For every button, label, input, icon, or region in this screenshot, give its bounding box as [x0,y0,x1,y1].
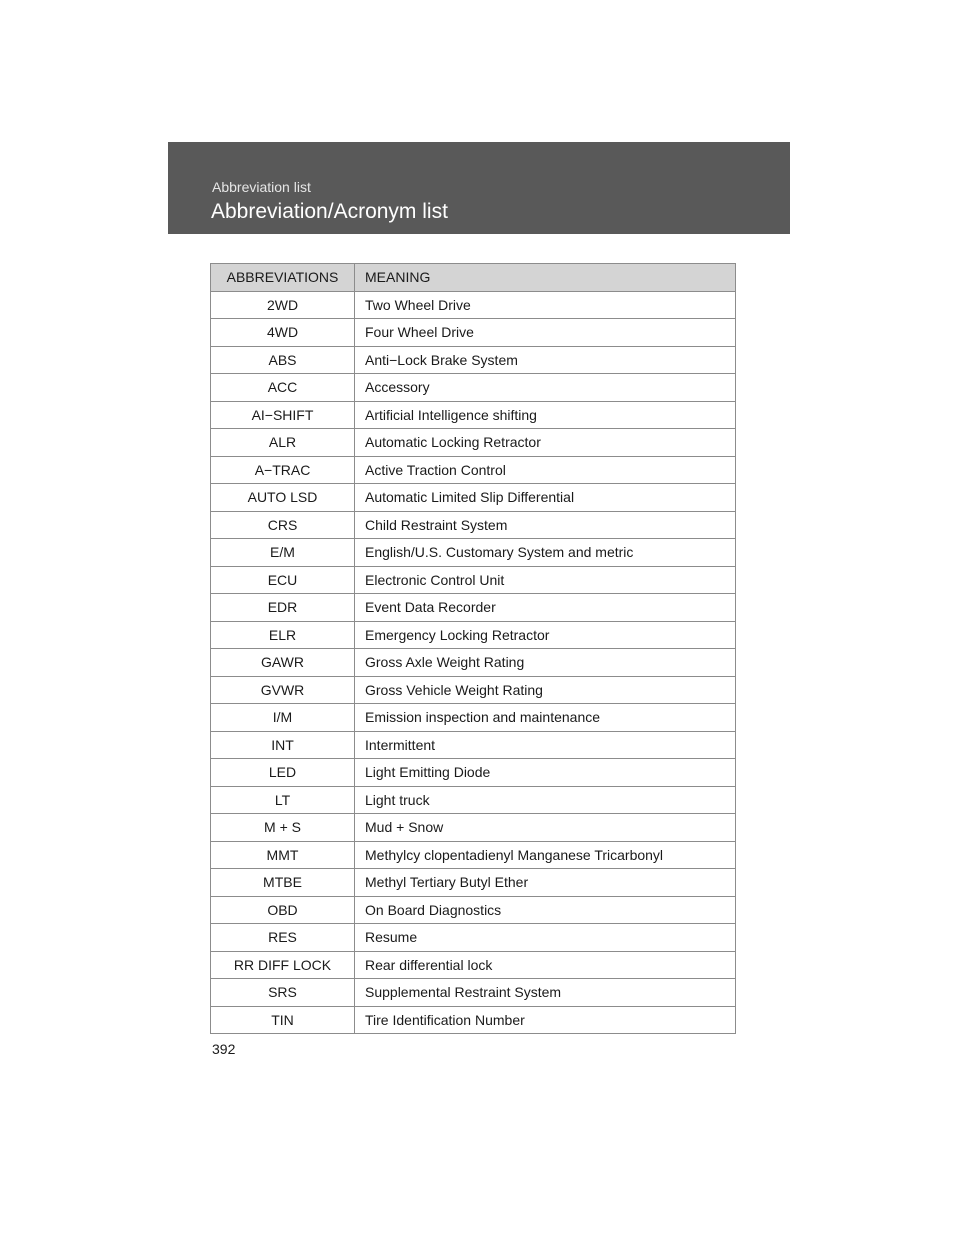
meaning-cell: Mud + Snow [355,814,736,842]
meaning-cell: Two Wheel Drive [355,291,736,319]
meaning-cell: Rear differential lock [355,951,736,979]
abbreviation-table [210,263,736,1034]
meaning-cell: Artificial Intelligence shifting [355,401,736,429]
meaning-cell: Tire Identification Number [355,1006,736,1034]
meaning-cell: Methyl Tertiary Butyl Ether [355,869,736,897]
meaning-cell: Anti−Lock Brake System [355,346,736,374]
meaning-cell: Accessory [355,374,736,402]
table-row [211,456,736,484]
table-row [211,649,736,677]
table-body [211,291,736,1034]
abbreviation-cell: ABS [211,346,355,374]
table-header-row [211,264,736,292]
abbreviation-cell: RR DIFF LOCK [211,951,355,979]
column-header-abbreviations: ABBREVIATIONS [211,264,355,292]
meaning-cell: Methylcy clopentadienyl Manganese Tricarbonyl [355,841,736,869]
abbreviation-cell: ACC [211,374,355,402]
table-row [211,291,736,319]
meaning-cell: Supplemental Restraint System [355,979,736,1007]
meaning-cell: Emergency Locking Retractor [355,621,736,649]
abbreviation-cell: ELR [211,621,355,649]
meaning-cell: On Board Diagnostics [355,896,736,924]
abbreviation-cell: M + S [211,814,355,842]
table-row [211,759,736,787]
abbreviation-cell: I/M [211,704,355,732]
table-row [211,704,736,732]
table-row [211,374,736,402]
column-header-meaning: MEANING [355,264,736,292]
abbreviation-cell: CRS [211,511,355,539]
meaning-cell: Active Traction Control [355,456,736,484]
meaning-cell: Automatic Locking Retractor [355,429,736,457]
abbreviation-cell: MTBE [211,869,355,897]
abbreviation-cell: 4WD [211,319,355,347]
meaning-cell: Intermittent [355,731,736,759]
abbreviation-cell: 2WD [211,291,355,319]
abbreviation-cell: MMT [211,841,355,869]
meaning-cell: Four Wheel Drive [355,319,736,347]
table-row [211,346,736,374]
table-row [211,319,736,347]
meaning-cell: English/U.S. Customary System and metric [355,539,736,567]
table-row [211,566,736,594]
table-row [211,896,736,924]
abbreviation-cell: ECU [211,566,355,594]
header-band [168,142,790,234]
abbreviation-cell: ALR [211,429,355,457]
abbreviation-cell: OBD [211,896,355,924]
meaning-cell: Child Restraint System [355,511,736,539]
table-row [211,924,736,952]
table-row [211,869,736,897]
abbreviation-cell: TIN [211,1006,355,1034]
table-row [211,484,736,512]
table-row [211,539,736,567]
table-row [211,676,736,704]
table-row [211,814,736,842]
abbreviation-cell: GAWR [211,649,355,677]
table-row [211,786,736,814]
meaning-cell: Gross Vehicle Weight Rating [355,676,736,704]
meaning-cell: Light truck [355,786,736,814]
abbreviation-cell: LT [211,786,355,814]
abbreviation-cell: LED [211,759,355,787]
abbreviation-cell: GVWR [211,676,355,704]
table-row [211,841,736,869]
abbreviation-cell: AUTO LSD [211,484,355,512]
abbreviation-cell: INT [211,731,355,759]
meaning-cell: Electronic Control Unit [355,566,736,594]
meaning-cell: Gross Axle Weight Rating [355,649,736,677]
table-row [211,511,736,539]
meaning-cell: Automatic Limited Slip Differential [355,484,736,512]
meaning-cell: Resume [355,924,736,952]
page-title: Abbreviation/Acronym list [211,200,448,223]
abbreviation-cell: RES [211,924,355,952]
abbreviation-cell: EDR [211,594,355,622]
abbreviation-cell: SRS [211,979,355,1007]
meaning-cell: Emission inspection and maintenance [355,704,736,732]
abbreviation-cell: E/M [211,539,355,567]
table-row [211,401,736,429]
page-number: 392 [212,1041,236,1057]
meaning-cell: Light Emitting Diode [355,759,736,787]
abbreviation-cell: A−TRAC [211,456,355,484]
table-row [211,731,736,759]
table-row [211,979,736,1007]
abbreviation-cell: AI−SHIFT [211,401,355,429]
table-row [211,621,736,649]
table-row [211,951,736,979]
table-row [211,429,736,457]
table-row [211,1006,736,1034]
section-label: Abbreviation list [212,179,311,195]
meaning-cell: Event Data Recorder [355,594,736,622]
table-row [211,594,736,622]
